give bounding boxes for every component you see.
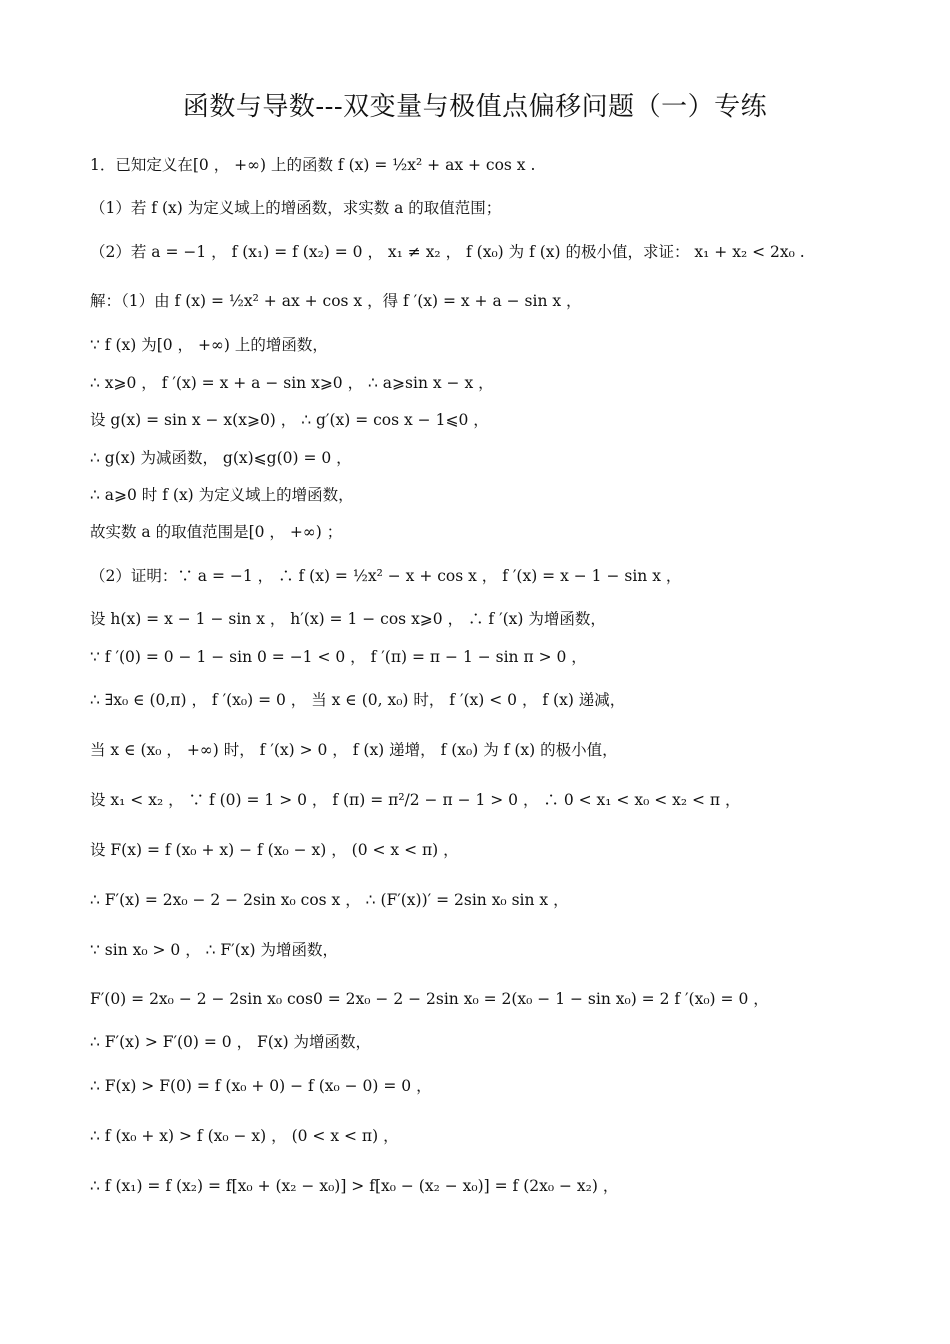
solution-line: 设 F(x) = f (x₀ + x) − f (x₀ − x) ， (0 < x < π) ， <box>90 841 459 859</box>
solution-line: 解：（1）由 f (x) = ½x² + ax + cos x ，得 f ′(x) = x + a − sin x ， <box>90 292 582 310</box>
solution-line: 当 x ∈ (x₀ ， +∞) 时， f ′(x) > 0 ， f (x) 递增， f (x₀) 为 f (x) 的极小值， <box>90 741 618 759</box>
solution-line: ∵ f ′(0) = 0 − 1 − sin 0 = −1 < 0 ， f ′(π) = π − 1 − sin π > 0 ， <box>90 648 587 666</box>
solution-line: ∴ f (x₁) = f (x₂) = f[x₀ + (x₂ − x₀)] > f[x₀ − (x₂ − x₀)] = f (2x₀ − x₂) ， <box>90 1177 619 1195</box>
problem-part-1: （1）若 f (x) 为定义域上的增函数，求实数 a 的取值范围； <box>90 199 502 217</box>
solution-line: ∴ f (x₀ + x) > f (x₀ − x) ， (0 < x < π) ， <box>90 1127 399 1145</box>
solution-line: 设 g(x) = sin x − x(x⩾0) ， ∴ g′(x) = cos x − 1⩽0 ， <box>90 411 489 429</box>
solution-line: ∵ f (x) 为[0 ， +∞) 上的增函数， <box>90 336 328 354</box>
solution-line: ∴ F(x) > F(0) = f (x₀ + 0) − f (x₀ − 0) = 0 ， <box>90 1077 432 1095</box>
solution-line: F′(0) = 2x₀ − 2 − 2sin x₀ cos0 = 2x₀ − 2 − 2sin x₀ = 2(x₀ − 1 − sin x₀) = 2 f ′(x₀) = 0 ， <box>90 990 769 1008</box>
solution-line: 故实数 a 的取值范围是[0 ， +∞) ； <box>90 523 343 541</box>
solution-line: ∴ F′(x) = 2x₀ − 2 − 2sin x₀ cos x ， ∴ (F′(x))′ = 2sin x₀ sin x ， <box>90 891 569 909</box>
solution-line: 设 h(x) = x − 1 − sin x ， h′(x) = 1 − cos x⩾0 ， ∴ f ′(x) 为增函数， <box>90 610 606 628</box>
solution-line: ∴ ∃x₀ ∈ (0,π) ， f ′(x₀) = 0 ， 当 x ∈ (0, x₀) 时， f ′(x) < 0 ， f (x) 递减， <box>90 691 626 709</box>
solution-line: ∴ x⩾0 ， f ′(x) = x + a − sin x⩾0 ， ∴ a⩾sin x − x ， <box>90 374 494 392</box>
solution-line: ∴ F′(x) > F′(0) = 0 ， F(x) 为增函数， <box>90 1033 372 1051</box>
solution-line: ∴ a⩾0 时 f (x) 为定义域上的增函数， <box>90 486 354 504</box>
solution-line: ∵ sin x₀ > 0 ， ∴ F′(x) 为增函数， <box>90 941 338 959</box>
problem-part-2: （2）若 a = −1 ， f (x₁) = f (x₂) = 0 ， x₁ ≠ x₂ ， f (x₀) 为 f (x) 的极小值，求证： x₁ + x₂ < 2x₀ . <box>90 243 805 261</box>
solution-line: （2）证明：∵ a = −1 ， ∴ f (x) = ½x² − x + cos x ， f ′(x) = x − 1 − sin x ， <box>90 567 682 585</box>
problem-stem: 1．已知定义在[0 ， +∞) 上的函数 f (x) = ½x² + ax + cos x . <box>90 156 536 174</box>
solution-line: 设 x₁ < x₂ ， ∵ f (0) = 1 > 0 ， f (π) = π²/2 − π − 1 > 0 ， ∴ 0 < x₁ < x₀ < x₂ < π ， <box>90 791 741 809</box>
solution-line: ∴ g(x) 为减函数， g(x)⩽g(0) = 0 ， <box>90 449 352 467</box>
document-title: 函数与导数---双变量与极值点偏移问题（一）专练 <box>182 92 768 122</box>
